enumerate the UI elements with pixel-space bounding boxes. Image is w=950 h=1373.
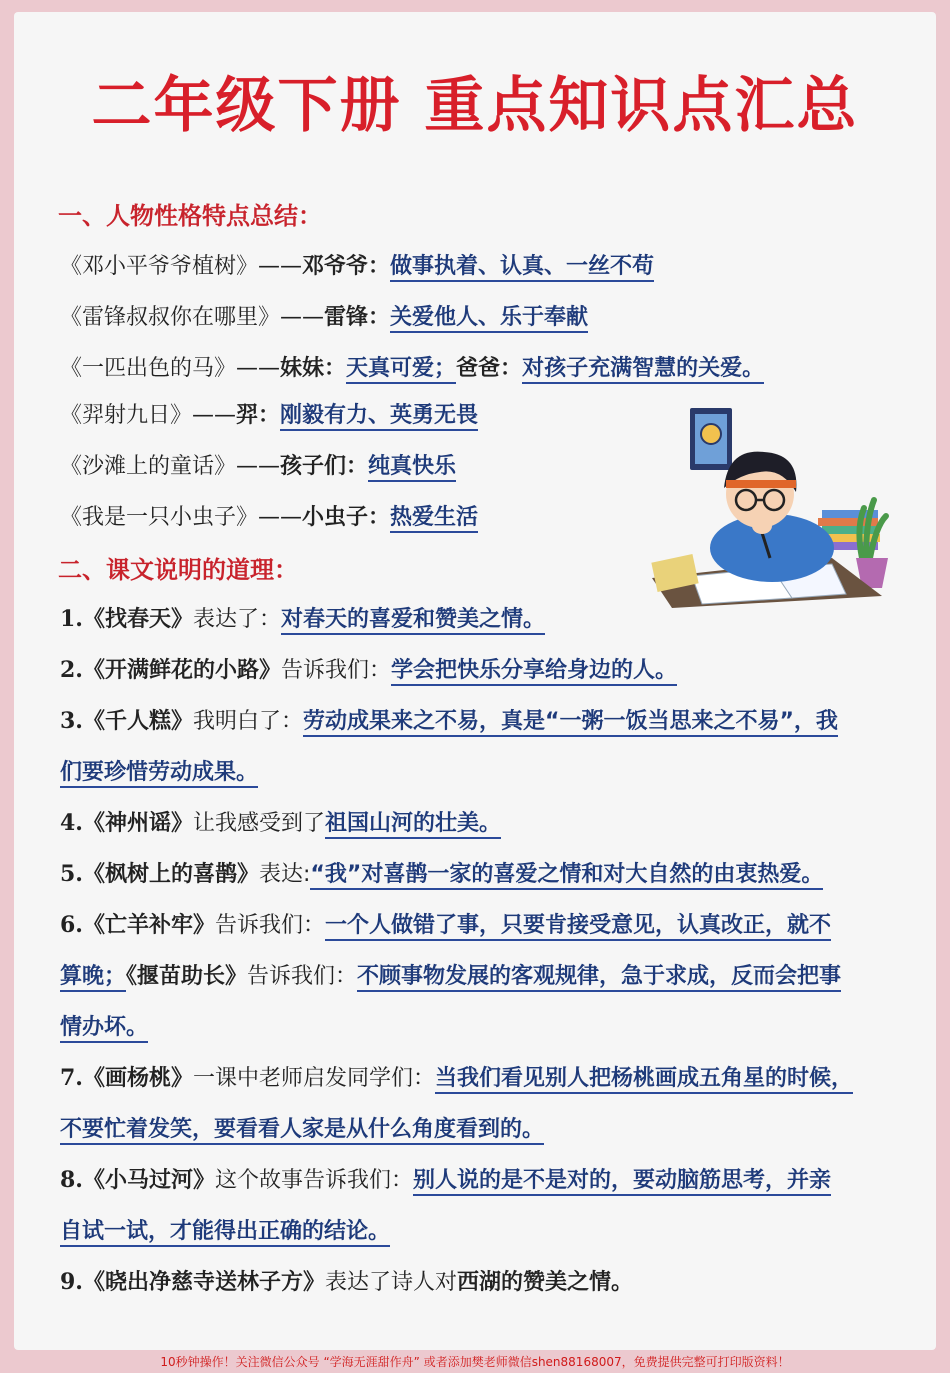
trait-line: 《一匹出色的马》——妹妹：天真可爱；爸爸：对孩子充满智慧的关爱。 <box>60 351 764 382</box>
lesson-line-2: 2.《开满鲜花的小路》告诉我们：学会把快乐分享给身边的人。 <box>60 653 677 684</box>
lesson-line-9: 9.《晓出净慈寺送林子方》表达了诗人对西湖的赞美之情。 <box>60 1269 634 1295</box>
trait-line: 《邓小平爷爷植树》——邓爷爷：做事执着、认真、一丝不苟 <box>60 249 654 280</box>
lesson-line-3: 3.《千人糕》我明白了：劳动成果来之不易，真是“一粥一饭当思来之不易”，我 <box>60 704 838 735</box>
lesson-line-7-cont: 不要忙着发笑，要看看人家是从什么角度看到的。 <box>60 1112 544 1143</box>
section2-heading: 二、课文说明的道理： <box>58 556 298 584</box>
page-title: 二年级下册 重点知识点汇总 <box>91 71 859 141</box>
lesson-line-6: 6.《亡羊补牢》告诉我们：一个人做错了事，只要肯接受意见，认真改正，就不 <box>60 908 831 939</box>
lesson-line-5: 5.《枫树上的喜鹊》表达:“我”对喜鹊一家的喜爱之情和对大自然的由衷热爱。 <box>60 857 823 888</box>
trait-line: 《羿射九日》——羿：刚毅有力、英勇无畏 <box>60 398 478 429</box>
lesson-line-6-cont: 算晚；《揠苗助长》告诉我们：不顾事物发展的客观规律，急于求成，反而会把事 <box>60 959 841 990</box>
lesson-line-4: 4.《神州谣》让我感受到了祖国山河的壮美。 <box>60 806 501 837</box>
lesson-line-7: 7.《画杨桃》一课中老师启发同学们：当我们看见别人把杨桃画成五角星的时候， <box>60 1061 853 1092</box>
footer-promo-text: 10秒钟操作！关注微信公众号 “学海无涯甜作舟” 或者添加樊老师微信shen88168007，免费提供完整可打印版资料！ <box>160 1355 790 1369</box>
section1-heading: 一、人物性格特点总结： <box>58 202 322 230</box>
trait-line: 《雷锋叔叔你在哪里》——雷锋：关爱他人、乐于奉献 <box>60 300 588 331</box>
lesson-line-6-cont2: 情办坏。 <box>60 1010 148 1041</box>
lesson-line-1: 1.《找春天》表达了：对春天的喜爱和赞美之情。 <box>60 602 545 633</box>
student-studying-illustration <box>632 408 912 608</box>
trait-line: 《我是一只小虫子》——小虫子：热爱生活 <box>60 500 478 531</box>
lesson-line-8: 8.《小马过河》这个故事告诉我们：别人说的是不是对的，要动脑筋思考，并亲 <box>60 1163 831 1194</box>
lesson-line-3-cont: 们要珍惜劳动成果。 <box>60 755 258 786</box>
lesson-line-8-cont: 自试一试，才能得出正确的结论。 <box>60 1214 390 1245</box>
trait-line: 《沙滩上的童话》——孩子们：纯真快乐 <box>60 449 456 480</box>
